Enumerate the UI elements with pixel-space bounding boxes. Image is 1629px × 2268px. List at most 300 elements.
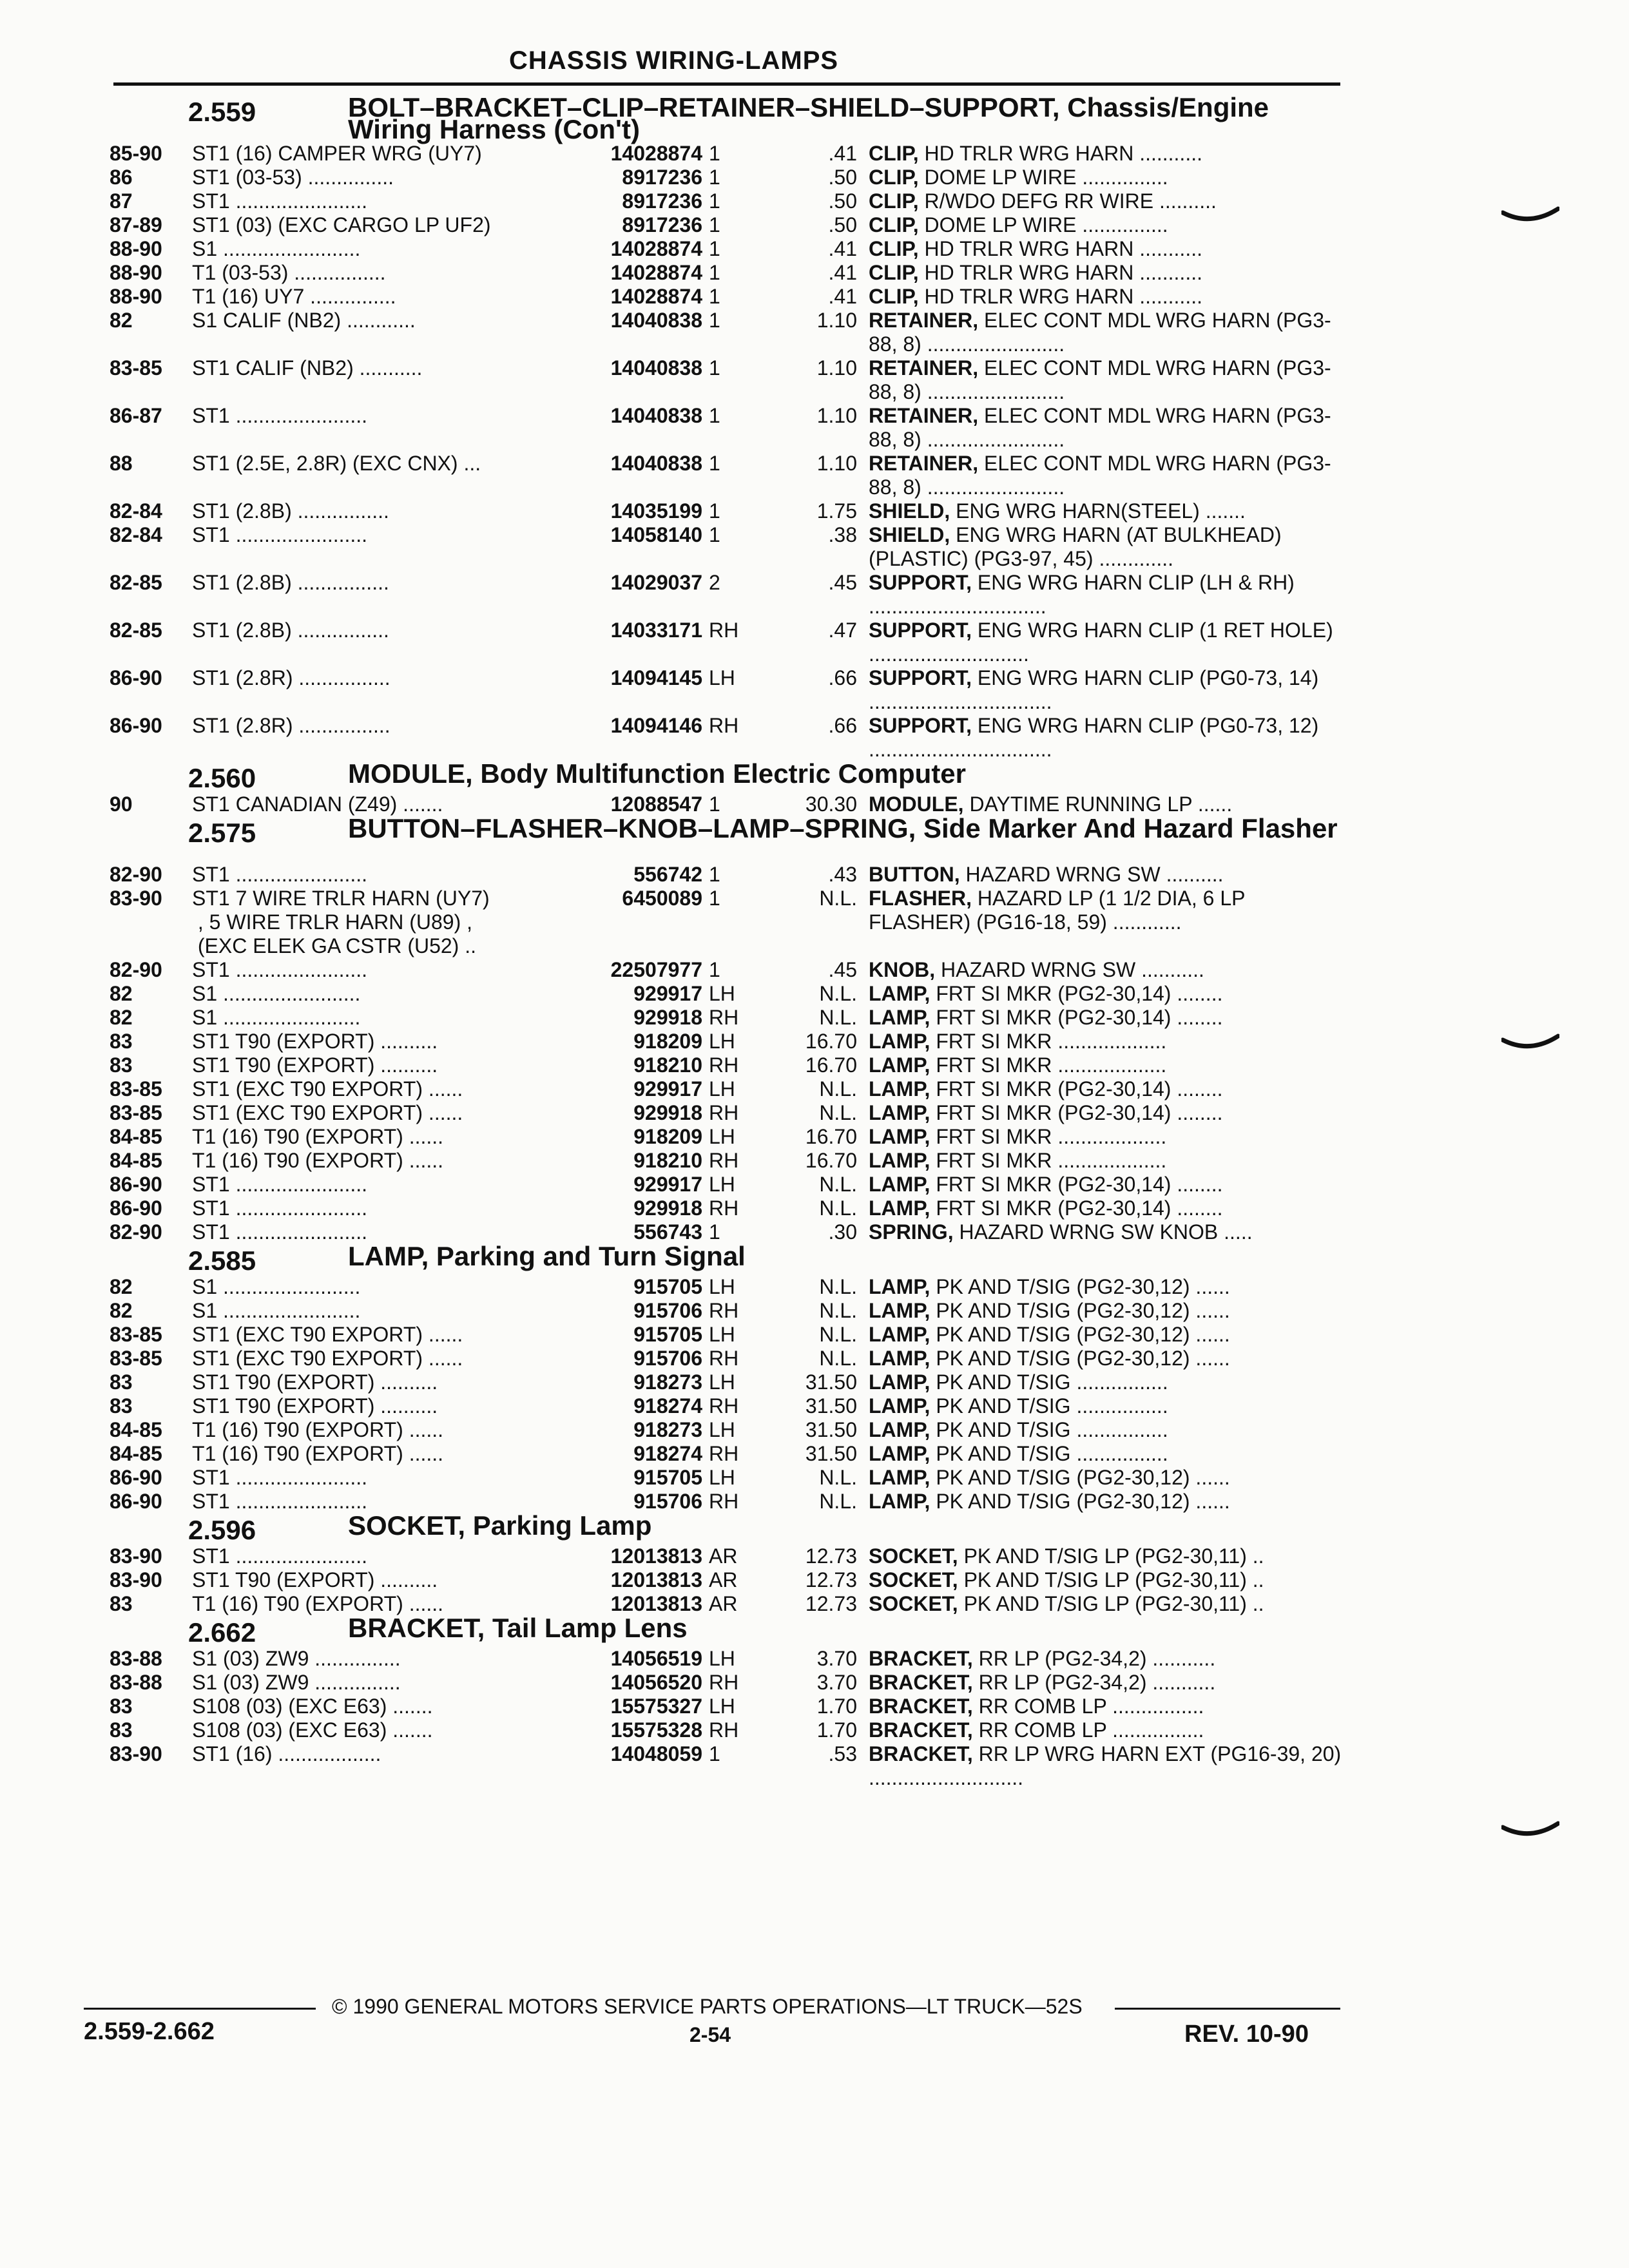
application: ST1 ....................... xyxy=(192,863,368,886)
price: .41 xyxy=(828,142,857,165)
table-row xyxy=(110,1173,1347,1196)
part-detail: RR LP (PG2-34,2) ........... xyxy=(972,1671,1216,1694)
model-years: 86-87 xyxy=(110,404,162,427)
model-years: 83-85 xyxy=(110,1323,162,1346)
table-row xyxy=(110,523,1347,571)
table-row xyxy=(110,166,1347,189)
part-number: 14094145 xyxy=(610,666,702,689)
part-description xyxy=(869,523,1345,571)
part-number: 8917236 xyxy=(622,213,702,236)
part-number: 14028874 xyxy=(610,285,702,308)
model-years: 87 xyxy=(110,189,133,213)
quantity: 1 xyxy=(709,499,720,523)
quantity: 1 xyxy=(709,404,720,427)
model-years: 86-90 xyxy=(110,1466,162,1489)
part-description xyxy=(869,1053,1345,1077)
application: T1 (16) T90 (EXPORT) ...... xyxy=(192,1592,444,1615)
table-row xyxy=(110,1544,1347,1568)
footer-copyright: © 1990 GENERAL MOTORS SERVICE PARTS OPERATIONS—LT TRUCK—52S xyxy=(332,1995,1083,2018)
part-description xyxy=(869,1006,1345,1030)
part-description xyxy=(869,452,1345,499)
table-row xyxy=(110,1370,1347,1394)
price: 1.10 xyxy=(816,452,857,475)
model-years: 85-90 xyxy=(110,142,162,165)
quantity: 1 xyxy=(709,237,720,260)
part-name: LAMP, xyxy=(869,1418,930,1441)
part-detail: HAZARD WRNG SW ........... xyxy=(935,958,1204,981)
part-name: SOCKET, xyxy=(869,1568,958,1591)
price: .53 xyxy=(828,1742,857,1765)
part-description xyxy=(869,863,1345,887)
price: N.L. xyxy=(819,1173,857,1196)
part-number: 915705 xyxy=(633,1323,702,1346)
part-name: RETAINER, xyxy=(869,404,979,427)
part-detail: ELEC CONT MDL WRG HARN (PG3-88, 8) ........................ xyxy=(869,452,1331,499)
quantity: 1 xyxy=(709,1742,720,1765)
part-number: 8917236 xyxy=(622,166,702,189)
application: ST1 ....................... xyxy=(192,1466,368,1489)
part-description xyxy=(869,1173,1345,1196)
part-name: LAMP, xyxy=(869,1196,930,1220)
part-name: LAMP, xyxy=(869,1490,930,1513)
table-row xyxy=(110,404,1347,452)
table-row xyxy=(110,1568,1347,1592)
section-title: BOLT–BRACKET–CLIP–RETAINER–SHIELD–SUPPORT, Chassis/Engine Wiring Harness (Con't) xyxy=(348,92,1269,144)
table-row xyxy=(110,714,1347,762)
application: ST1 (2.5E, 2.8R) (EXC CNX) ... xyxy=(192,452,481,475)
section-2-560 xyxy=(110,758,1347,816)
application: ST1 7 WIRE TRLR HARN (UY7) , 5 WIRE TRLR HARN (U89) , (EXC ELEK GA CSTR (U52) .. xyxy=(192,887,490,957)
part-detail: RR COMB LP ................ xyxy=(972,1695,1204,1718)
footer-page-number: 2-54 xyxy=(689,2023,731,2046)
table-row xyxy=(110,1299,1347,1323)
part-number: 14035199 xyxy=(610,499,702,523)
part-description xyxy=(869,1592,1345,1616)
part-detail: HAZARD WRNG SW KNOB ..... xyxy=(953,1220,1253,1244)
model-years: 90 xyxy=(110,793,133,816)
quantity: RH xyxy=(709,1196,739,1220)
application: ST1 T90 (EXPORT) .......... xyxy=(192,1370,438,1394)
price: N.L. xyxy=(819,887,857,910)
part-number: 14056520 xyxy=(610,1671,702,1694)
section-title: SOCKET, Parking Lamp xyxy=(348,1510,652,1541)
part-name: CLIP, xyxy=(869,285,919,308)
part-detail: PK AND T/SIG LP (PG2-30,11) .. xyxy=(958,1592,1264,1615)
part-number: 15575327 xyxy=(610,1695,702,1718)
table-row xyxy=(110,356,1347,404)
part-detail: HAZARD WRNG SW .......... xyxy=(959,863,1224,886)
part-name: LAMP, xyxy=(869,1077,930,1100)
part-detail: FRT SI MKR (PG2-30,14) ........ xyxy=(930,982,1223,1005)
part-detail: PK AND T/SIG ................ xyxy=(930,1442,1168,1465)
price: 16.70 xyxy=(805,1053,857,1077)
price: N.L. xyxy=(819,1490,857,1513)
model-years: 82 xyxy=(110,1006,133,1029)
part-name: BUTTON, xyxy=(869,863,960,886)
model-years: 82-84 xyxy=(110,499,162,523)
application: ST1 ....................... xyxy=(192,1490,368,1513)
quantity: 1 xyxy=(709,261,720,284)
price: 16.70 xyxy=(805,1030,857,1053)
part-detail: PK AND T/SIG ................ xyxy=(930,1370,1168,1394)
application: S1 ........................ xyxy=(192,1299,361,1322)
application: ST1 (03) (EXC CARGO LP UF2) xyxy=(192,213,491,236)
quantity: LH xyxy=(709,1370,735,1394)
table-row xyxy=(110,1275,1347,1299)
quantity: RH xyxy=(709,714,739,737)
section-heading xyxy=(110,813,1347,863)
table-row xyxy=(110,1442,1347,1466)
model-years: 82 xyxy=(110,982,133,1005)
model-years: 82-85 xyxy=(110,619,162,642)
part-detail: PK AND T/SIG (PG2-30,12) ...... xyxy=(930,1490,1230,1513)
section-title: LAMP, Parking and Turn Signal xyxy=(348,1241,746,1271)
part-number: 918274 xyxy=(633,1442,702,1465)
quantity: RH xyxy=(709,1053,739,1077)
part-number: 915706 xyxy=(633,1347,702,1370)
quantity: LH xyxy=(709,1323,735,1346)
part-detail: PK AND T/SIG ................ xyxy=(930,1394,1168,1418)
price: .45 xyxy=(828,958,857,981)
model-years: 83-90 xyxy=(110,1742,162,1765)
part-description xyxy=(869,619,1345,666)
margin-tick-mark xyxy=(1501,206,1559,232)
part-name: SHIELD, xyxy=(869,499,950,523)
quantity: LH xyxy=(709,1077,735,1100)
part-description xyxy=(869,356,1345,404)
section-number: 2.559 xyxy=(188,97,256,127)
part-description xyxy=(869,285,1345,309)
model-years: 83-90 xyxy=(110,1544,162,1568)
model-years: 88-90 xyxy=(110,261,162,284)
part-description xyxy=(869,1466,1345,1490)
price: 3.70 xyxy=(816,1671,857,1694)
application: S108 (03) (EXC E63) ....... xyxy=(192,1695,433,1718)
quantity: RH xyxy=(709,619,739,642)
quantity: RH xyxy=(709,1394,739,1418)
table-row xyxy=(110,1418,1347,1442)
section-number: 2.585 xyxy=(188,1245,256,1276)
price: 30.30 xyxy=(805,793,857,816)
price: .38 xyxy=(828,523,857,546)
application: S1 ........................ xyxy=(192,237,361,260)
model-years: 84-85 xyxy=(110,1418,162,1441)
quantity: 1 xyxy=(709,166,720,189)
part-detail: DOME LP WIRE ............... xyxy=(918,166,1168,189)
model-years: 83-85 xyxy=(110,1077,162,1100)
part-detail: PK AND T/SIG (PG2-30,12) ...... xyxy=(930,1275,1230,1298)
table-row xyxy=(110,1347,1347,1370)
part-number: 918209 xyxy=(633,1030,702,1053)
table-row xyxy=(110,189,1347,213)
part-name: SUPPORT, xyxy=(869,714,972,737)
part-name: LAMP, xyxy=(869,1125,930,1148)
application: ST1 (2.8B) ................ xyxy=(192,499,389,523)
table-row xyxy=(110,1592,1347,1616)
table-row xyxy=(110,142,1347,166)
price: .45 xyxy=(828,571,857,594)
part-number: 14028874 xyxy=(610,237,702,260)
application: ST1 (EXC T90 EXPORT) ...... xyxy=(192,1347,463,1370)
quantity: RH xyxy=(709,1299,739,1322)
model-years: 83-88 xyxy=(110,1671,162,1694)
part-detail: ENG WRG HARN CLIP (PG0-73, 14) ................................ xyxy=(869,666,1319,713)
price: 31.50 xyxy=(805,1442,857,1465)
part-name: LAMP, xyxy=(869,1466,930,1489)
part-detail: PK AND T/SIG (PG2-30,12) ...... xyxy=(930,1347,1230,1370)
price: 31.50 xyxy=(805,1394,857,1418)
part-description xyxy=(869,142,1345,166)
application: ST1 (2.8B) ................ xyxy=(192,619,389,642)
part-description xyxy=(869,189,1345,213)
part-name: SUPPORT, xyxy=(869,666,972,689)
part-name: LAMP, xyxy=(869,1347,930,1370)
part-detail: HD TRLR WRG HARN ........... xyxy=(918,237,1202,260)
price: 12.73 xyxy=(805,1592,857,1615)
model-years: 87-89 xyxy=(110,213,162,236)
part-number: 8917236 xyxy=(622,189,702,213)
part-number: 929918 xyxy=(633,1006,702,1029)
quantity: RH xyxy=(709,1718,739,1742)
price: 1.70 xyxy=(816,1695,857,1718)
price: N.L. xyxy=(819,1101,857,1124)
part-detail: PK AND T/SIG LP (PG2-30,11) .. xyxy=(958,1568,1264,1591)
part-name: FLASHER, xyxy=(869,887,972,910)
quantity: LH xyxy=(709,1466,735,1489)
quantity: 1 xyxy=(709,1220,720,1244)
model-years: 83 xyxy=(110,1394,133,1418)
application: T1 (16) T90 (EXPORT) ...... xyxy=(192,1442,444,1465)
section-heading xyxy=(110,758,1347,793)
table-row xyxy=(110,666,1347,714)
table-row xyxy=(110,1323,1347,1347)
part-number: 14028874 xyxy=(610,261,702,284)
part-description xyxy=(869,1220,1345,1244)
part-detail: FRT SI MKR (PG2-30,14) ........ xyxy=(930,1077,1223,1100)
application: ST1 (2.8R) ................ xyxy=(192,714,390,737)
price: 1.70 xyxy=(816,1718,857,1742)
part-description xyxy=(869,1394,1345,1418)
model-years: 82 xyxy=(110,1275,133,1298)
section-2-596 xyxy=(110,1510,1347,1616)
part-name: SUPPORT, xyxy=(869,571,972,594)
part-detail: ELEC CONT MDL WRG HARN (PG3-88, 8) ........................ xyxy=(869,404,1331,451)
price: .41 xyxy=(828,237,857,260)
model-years: 86-90 xyxy=(110,666,162,689)
quantity: 1 xyxy=(709,863,720,886)
price: .50 xyxy=(828,166,857,189)
application: ST1 ....................... xyxy=(192,958,368,981)
price: .43 xyxy=(828,863,857,886)
part-number: 929917 xyxy=(633,982,702,1005)
quantity: RH xyxy=(709,1149,739,1172)
quantity: LH xyxy=(709,1695,735,1718)
model-years: 83-85 xyxy=(110,1347,162,1370)
table-row xyxy=(110,1394,1347,1418)
part-name: RETAINER, xyxy=(869,356,979,380)
model-years: 86 xyxy=(110,166,133,189)
quantity: AR xyxy=(709,1544,738,1568)
part-number: 14040838 xyxy=(610,356,702,380)
quantity: RH xyxy=(709,1442,739,1465)
application: ST1 (EXC T90 EXPORT) ...... xyxy=(192,1077,463,1100)
price: N.L. xyxy=(819,1299,857,1322)
application: ST1 (03-53) ............... xyxy=(192,166,394,189)
part-detail: DOME LP WIRE ............... xyxy=(918,213,1168,236)
part-number: 15575328 xyxy=(610,1718,702,1742)
part-description xyxy=(869,166,1345,189)
table-row xyxy=(110,499,1347,523)
application: ST1 T90 (EXPORT) .......... xyxy=(192,1394,438,1418)
model-years: 84-85 xyxy=(110,1125,162,1148)
application: ST1 T90 (EXPORT) .......... xyxy=(192,1053,438,1077)
section-number: 2.575 xyxy=(188,818,256,848)
model-years: 83-88 xyxy=(110,1647,162,1670)
table-row xyxy=(110,1490,1347,1514)
table-row xyxy=(110,1006,1347,1030)
part-name: SUPPORT, xyxy=(869,619,972,642)
part-description xyxy=(869,571,1345,619)
header-rule xyxy=(113,82,1340,86)
quantity: LH xyxy=(709,1125,735,1148)
section-title: BUTTON–FLASHER–KNOB–LAMP–SPRING, Side Marker And Hazard Flasher xyxy=(348,813,1338,843)
part-number: 915706 xyxy=(633,1299,702,1322)
price: .30 xyxy=(828,1220,857,1244)
part-name: LAMP, xyxy=(869,1299,930,1322)
price: .41 xyxy=(828,261,857,284)
table-row xyxy=(110,237,1347,261)
part-detail: RR LP (PG2-34,2) ........... xyxy=(972,1647,1216,1670)
quantity: 1 xyxy=(709,452,720,475)
application: S1 (03) ZW9 ............... xyxy=(192,1671,401,1694)
part-name: CLIP, xyxy=(869,189,919,213)
part-description xyxy=(869,237,1345,261)
price: N.L. xyxy=(819,1006,857,1029)
part-description xyxy=(869,1196,1345,1220)
quantity: 2 xyxy=(709,571,720,594)
part-name: SHIELD, xyxy=(869,523,950,546)
part-name: CLIP, xyxy=(869,261,919,284)
part-description xyxy=(869,982,1345,1006)
quantity: RH xyxy=(709,1671,739,1694)
part-description xyxy=(869,1347,1345,1370)
part-detail: HD TRLR WRG HARN ........... xyxy=(918,285,1202,308)
part-detail: ENG WRG HARN (AT BULKHEAD) (PLASTIC) (PG3-97, 45) ............. xyxy=(869,523,1282,570)
parts-listing xyxy=(110,92,1347,1790)
application: ST1 ....................... xyxy=(192,1196,368,1220)
part-number: 12013813 xyxy=(610,1568,702,1591)
model-years: 86-90 xyxy=(110,1196,162,1220)
part-number: 14094146 xyxy=(610,714,702,737)
part-name: LAMP, xyxy=(869,1149,930,1172)
price: 12.73 xyxy=(805,1568,857,1591)
model-years: 83-85 xyxy=(110,356,162,380)
table-row xyxy=(110,309,1347,356)
part-detail: ENG WRG HARN CLIP (1 RET HOLE) ............................ xyxy=(869,619,1333,666)
application: ST1 CALIF (NB2) ........... xyxy=(192,356,423,380)
application: ST1 T90 (EXPORT) .......... xyxy=(192,1030,438,1053)
part-description xyxy=(869,309,1345,356)
part-detail: R/WDO DEFG RR WIRE .......... xyxy=(918,189,1217,213)
part-number: 915706 xyxy=(633,1490,702,1513)
part-detail: PK AND T/SIG (PG2-30,12) ...... xyxy=(930,1466,1230,1489)
price: .50 xyxy=(828,213,857,236)
model-years: 82-90 xyxy=(110,958,162,981)
quantity: 1 xyxy=(709,958,720,981)
quantity: 1 xyxy=(709,142,720,165)
model-years: 83 xyxy=(110,1718,133,1742)
part-name: LAMP, xyxy=(869,1323,930,1346)
part-detail: ELEC CONT MDL WRG HARN (PG3-88, 8) ........................ xyxy=(869,356,1331,403)
part-name: LAMP, xyxy=(869,1394,930,1418)
table-row xyxy=(110,1125,1347,1149)
price: N.L. xyxy=(819,982,857,1005)
part-description xyxy=(869,1275,1345,1299)
price: 31.50 xyxy=(805,1370,857,1394)
part-number: 12088547 xyxy=(610,793,702,816)
section-number: 2.662 xyxy=(188,1617,256,1648)
part-number: 918273 xyxy=(633,1418,702,1441)
part-number: 918274 xyxy=(633,1394,702,1418)
quantity: LH xyxy=(709,1418,735,1441)
table-row xyxy=(110,982,1347,1006)
margin-tick-mark xyxy=(1501,1821,1559,1847)
price: 1.75 xyxy=(816,499,857,523)
model-years: 83-90 xyxy=(110,1568,162,1591)
application: T1 (03-53) ................ xyxy=(192,261,386,284)
quantity: 1 xyxy=(709,213,720,236)
application: T1 (16) T90 (EXPORT) ...... xyxy=(192,1125,444,1148)
part-description xyxy=(869,404,1345,452)
price: .66 xyxy=(828,666,857,689)
part-name: LAMP, xyxy=(869,1173,930,1196)
part-detail: DAYTIME RUNNING LP ...... xyxy=(963,793,1233,816)
application: S1 CALIF (NB2) ............ xyxy=(192,309,416,332)
part-description xyxy=(869,1323,1345,1347)
table-row xyxy=(110,1030,1347,1053)
part-description xyxy=(869,1490,1345,1514)
application: ST1 ....................... xyxy=(192,1173,368,1196)
quantity: 1 xyxy=(709,523,720,546)
section-heading xyxy=(110,1510,1347,1545)
application: S108 (03) (EXC E63) ....... xyxy=(192,1718,433,1742)
table-row xyxy=(110,1647,1347,1671)
part-description xyxy=(869,1695,1345,1718)
part-number: 14040838 xyxy=(610,404,702,427)
part-name: LAMP, xyxy=(869,1030,930,1053)
section-heading xyxy=(110,1613,1347,1648)
part-detail: FRT SI MKR (PG2-30,14) ........ xyxy=(930,1101,1223,1124)
quantity: LH xyxy=(709,982,735,1005)
application: ST1 (EXC T90 EXPORT) ...... xyxy=(192,1101,463,1124)
price: N.L. xyxy=(819,1323,857,1346)
quantity: 1 xyxy=(709,793,720,816)
table-row xyxy=(110,1742,1347,1790)
part-detail: ENG WRG HARN CLIP (LH & RH) ............................... xyxy=(869,571,1295,618)
footer-rule-left xyxy=(84,2008,316,2010)
part-name: LAMP, xyxy=(869,982,930,1005)
part-detail: PK AND T/SIG ................ xyxy=(930,1418,1168,1441)
application: ST1 ....................... xyxy=(192,1220,368,1244)
part-name: LAMP, xyxy=(869,1101,930,1124)
part-number: 14040838 xyxy=(610,452,702,475)
table-row xyxy=(110,1466,1347,1490)
application: T1 (16) T90 (EXPORT) ...... xyxy=(192,1149,444,1172)
part-description xyxy=(869,1030,1345,1053)
table-row xyxy=(110,261,1347,285)
quantity: LH xyxy=(709,1173,735,1196)
part-number: 14040838 xyxy=(610,309,702,332)
